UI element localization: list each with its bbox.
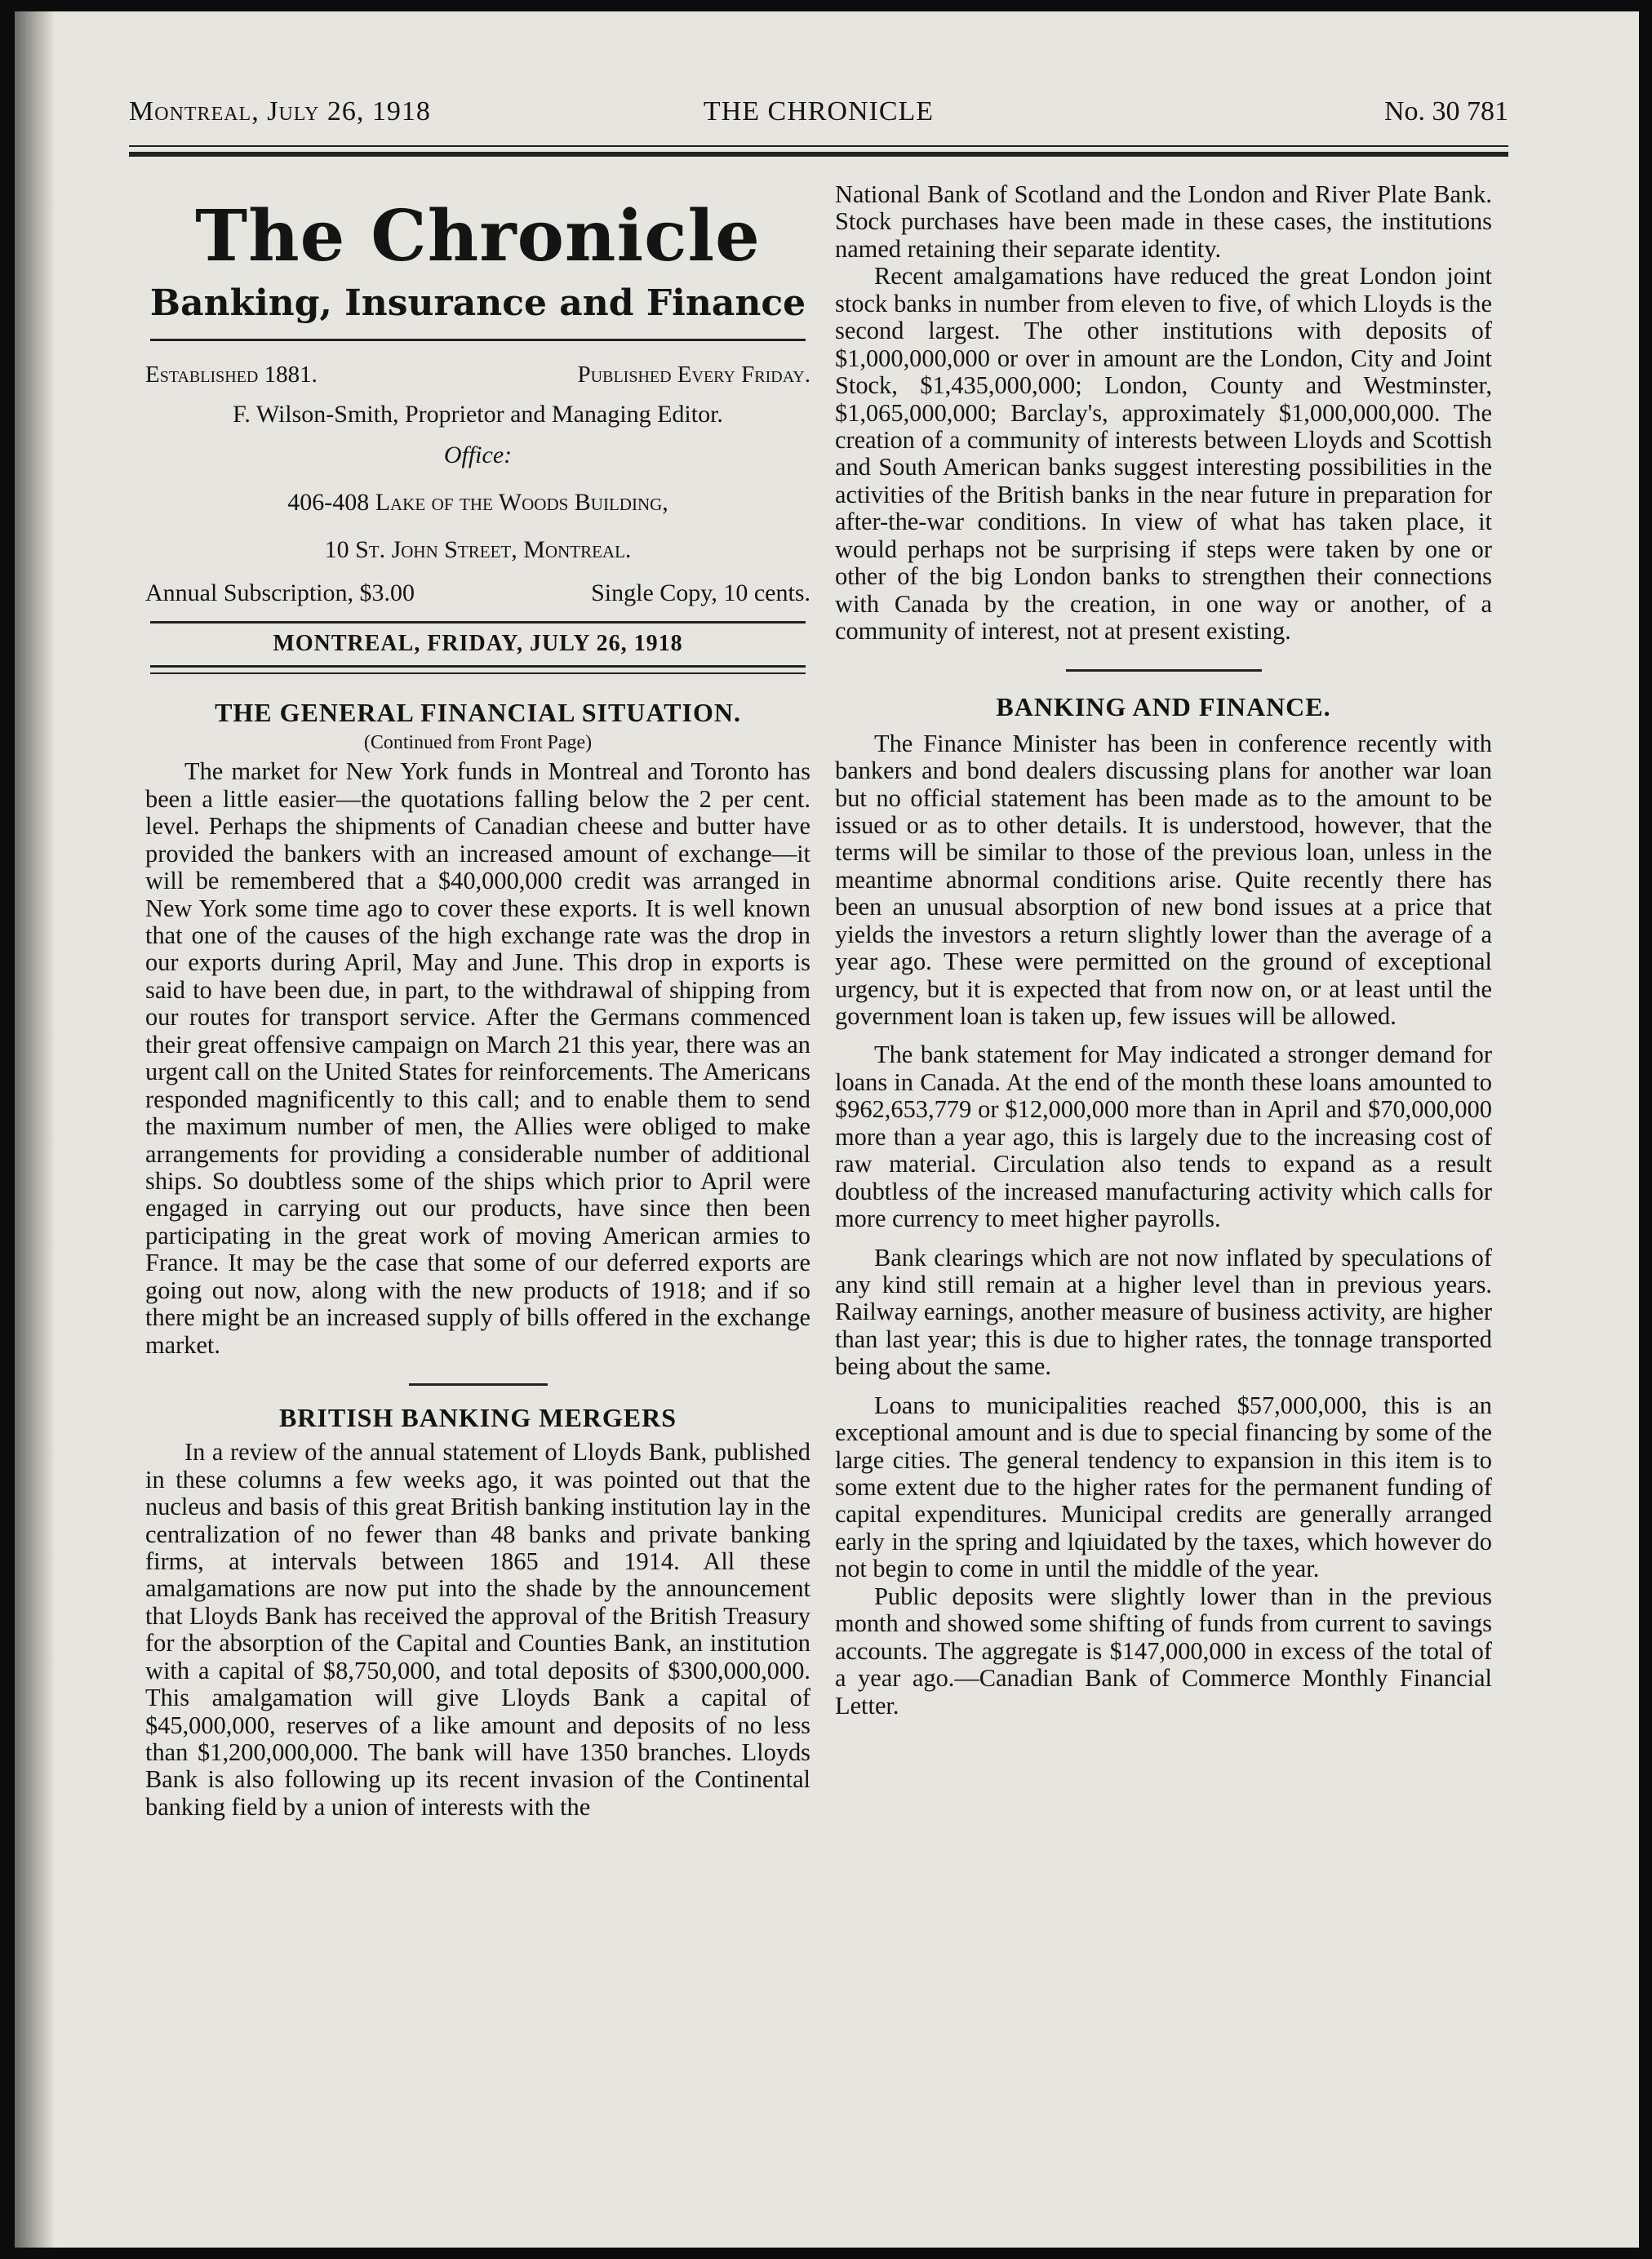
newspaper-page	[15, 11, 1639, 2248]
continued-note: (Continued from Front Page)	[363, 731, 593, 753]
annual-subscription: Annual Subscription, $3.00	[145, 579, 415, 606]
subscription-line	[145, 579, 810, 606]
masthead-info-line	[145, 362, 810, 388]
masthead-subtitle: Banking, Insurance and Finance	[149, 282, 806, 325]
article-paragraph: Loans to municipalities reached $57,000,000, this is an exceptional amount and is due to special financing by some of the large cities. The general tendency to expansion in this item is to some extent due to the higher rates for the permanent funding of capital expenditures. Municipal credits are generally arranged early in the spring and lqiuidated by the taxes, which however do not begin to come in until the middle of the year.	[835, 1391, 1492, 1583]
address-line-2: 10 St. John Street, Montreal.	[324, 536, 632, 563]
masthead-title: The Chronicle	[195, 195, 761, 277]
dateline-rule	[150, 672, 806, 674]
office-label: Office:	[443, 442, 513, 468]
header-rule-thin	[129, 145, 1508, 147]
section-separator	[409, 1383, 548, 1386]
running-head-issue-page: No. 30 781	[1383, 96, 1508, 126]
left-column	[145, 175, 810, 1821]
article-heading-banking-mergers: BRITISH BANKING MERGERS	[278, 1403, 677, 1432]
article-paragraph: Recent amalgamations have reduced the great London joint stock banks in number from eleven to five, of which Lloyds is the second largest. The other institutions with deposits of $1,000,000,000 or over in amount are the London, City and Joint Stock, $1,435,000,000; London, County and Westminster, $1,065,000,000; Barclay's, approximately $1,000,000,000. The creation of a community of interests between Lloyds and Scottish and South American banks suggest interesting possibilities in the activities of the British banks in the near future in preparation for after-the-war conditions. In view of what has taken place, it would perhaps not be surprising if steps were taken by one or other of the big London banks to strengthen their connections with Canada by the creation, in one way or another, of a community of interest, not at present existing.	[835, 262, 1492, 645]
masthead-rule	[150, 339, 806, 341]
article-paragraph: Bank clearings which are not now inflated by speculations of any kind still remain at a higher level than in previous years. Railway earnings, another measure of business activity, are higher than last year; this is due to higher rates, the tonnage transported being about the same.	[835, 1243, 1492, 1381]
masthead	[145, 197, 810, 674]
article-paragraph: In a review of the annual statement of Lloyds Bank, published in these columns a few weeks ago, it was pointed out that the nucleus and basis of this great British banking institution lay in the centralization of no fewer than 48 banks and private banking firms, at intervals between 1865 and 1914. All these amalgamations are now put into the shade by the announcement that Lloyds Bank has received the approval of the British Treasury for the absorption of the Capital and Counties Bank, an institution with a capital of $8,750,000, and total deposits of $300,000,000. This amalgamation will give Lloyds Bank a capital of $45,000,000, reserves of a like amount and deposits of no less than $1,200,000,000. The bank will have 1350 branches. Lloyds Bank is also following up its recent invasion of the Continental banking field by a union of interests with the	[145, 1438, 810, 1821]
single-copy-price: Single Copy, 10 cents.	[591, 579, 810, 606]
article-heading-financial-situation: THE GENERAL FINANCIAL SITUATION.	[215, 697, 741, 727]
running-head-date: Montreal, July 26, 1918	[129, 96, 431, 126]
established-text: Established 1881.	[145, 362, 318, 388]
article-paragraph: The market for New York funds in Montreal and Toronto has been a little easier—the quotations falling below the 2 per cent. level. Perhaps the shipments of Canadian cheese and butter have provided the bankers with an increased amount of exchange—it will be remembered that a $40,000,000 credit was arranged in New York some time ago to cover these exports. It is well known that one of the causes of the high exchange rate was the drop in our exports during April, May and June. This drop in exports is said to have been due, in part, to the withdrawal of shipping from our routes for transport service. After the Germans commenced their great offensive campaign on March 21 this year, there was an urgent call on the United States for reinforcements. The Americans responded magnificently to this call; and to enable them to send the maximum number of men, the Allies were obliged to make arrangements for providing a considerable number of additional ships. So doubtless some of the ships which prior to April were engaged in carrying out our products, have since then been participating in the great work of moving American armies to France. It may be the case that some of our deferred exports are going out now, along with the new products of 1918; and if so there might be an increased supply of bills offered in the exchange market.	[145, 757, 810, 1359]
article-paragraph: Public deposits were slightly lower than in the previous month and showed some shifting of funds from current to savings accounts. The aggregate is $147,000,000 in excess of the total of a year ago.—Canadian Bank of Commerce Monthly Financial Letter.	[835, 1582, 1492, 1720]
address-line-1: 406-408 Lake of the Woods Building,	[287, 489, 668, 516]
article-paragraph: The Finance Minister has been in conference recently with bankers and bond dealers discussing plans for another war loan but no official statement has been made as to the amount to be issued or as to other details. It is understood, however, that the terms will be similar to those of the previous loan, unless in the meantime abnormal conditions arise. Quite recently there has been an unusual absorption of new bond issues at a price that yields the investors a return slightly lower than the average of a year ago. These were permitted on the ground of exceptional urgency, but it is expected that from now on, or at least until the government loan is taken up, few issues will be allowed.	[835, 729, 1492, 1030]
article-heading-banking-finance: BANKING AND FINANCE.	[996, 692, 1331, 722]
binding-shadow	[15, 11, 56, 2248]
article-paragraph: National Bank of Scotland and the London and River Plate Bank. Stock purchases have been made in these cases, the institutions named retaining their separate identity.	[835, 180, 1492, 263]
issue-dateline: MONTREAL, FRIDAY, JULY 26, 1918	[150, 621, 806, 668]
article-paragraph: The bank statement for May indicated a stronger demand for loans in Canada. At the end of the month these loans amounted to $962,653,779 or $12,000,000 more than in April and $70,000,000 more than a year ago, this is largely due to the increasing cost of raw material. Circulation also tends to expand as a result doubtless of the increased manufacturing activity which calls for more currency to meet higher payrolls.	[835, 1041, 1492, 1233]
right-column	[835, 181, 1492, 1720]
section-separator	[1066, 669, 1262, 672]
running-head	[129, 96, 1508, 137]
proprietor-line: F. Wilson-Smith, Proprietor and Managing Editor.	[233, 401, 723, 428]
published-text: Published Every Friday.	[577, 362, 810, 388]
running-head-title: THE CHRONICLE	[703, 96, 935, 126]
header-rule-thick	[129, 152, 1508, 157]
